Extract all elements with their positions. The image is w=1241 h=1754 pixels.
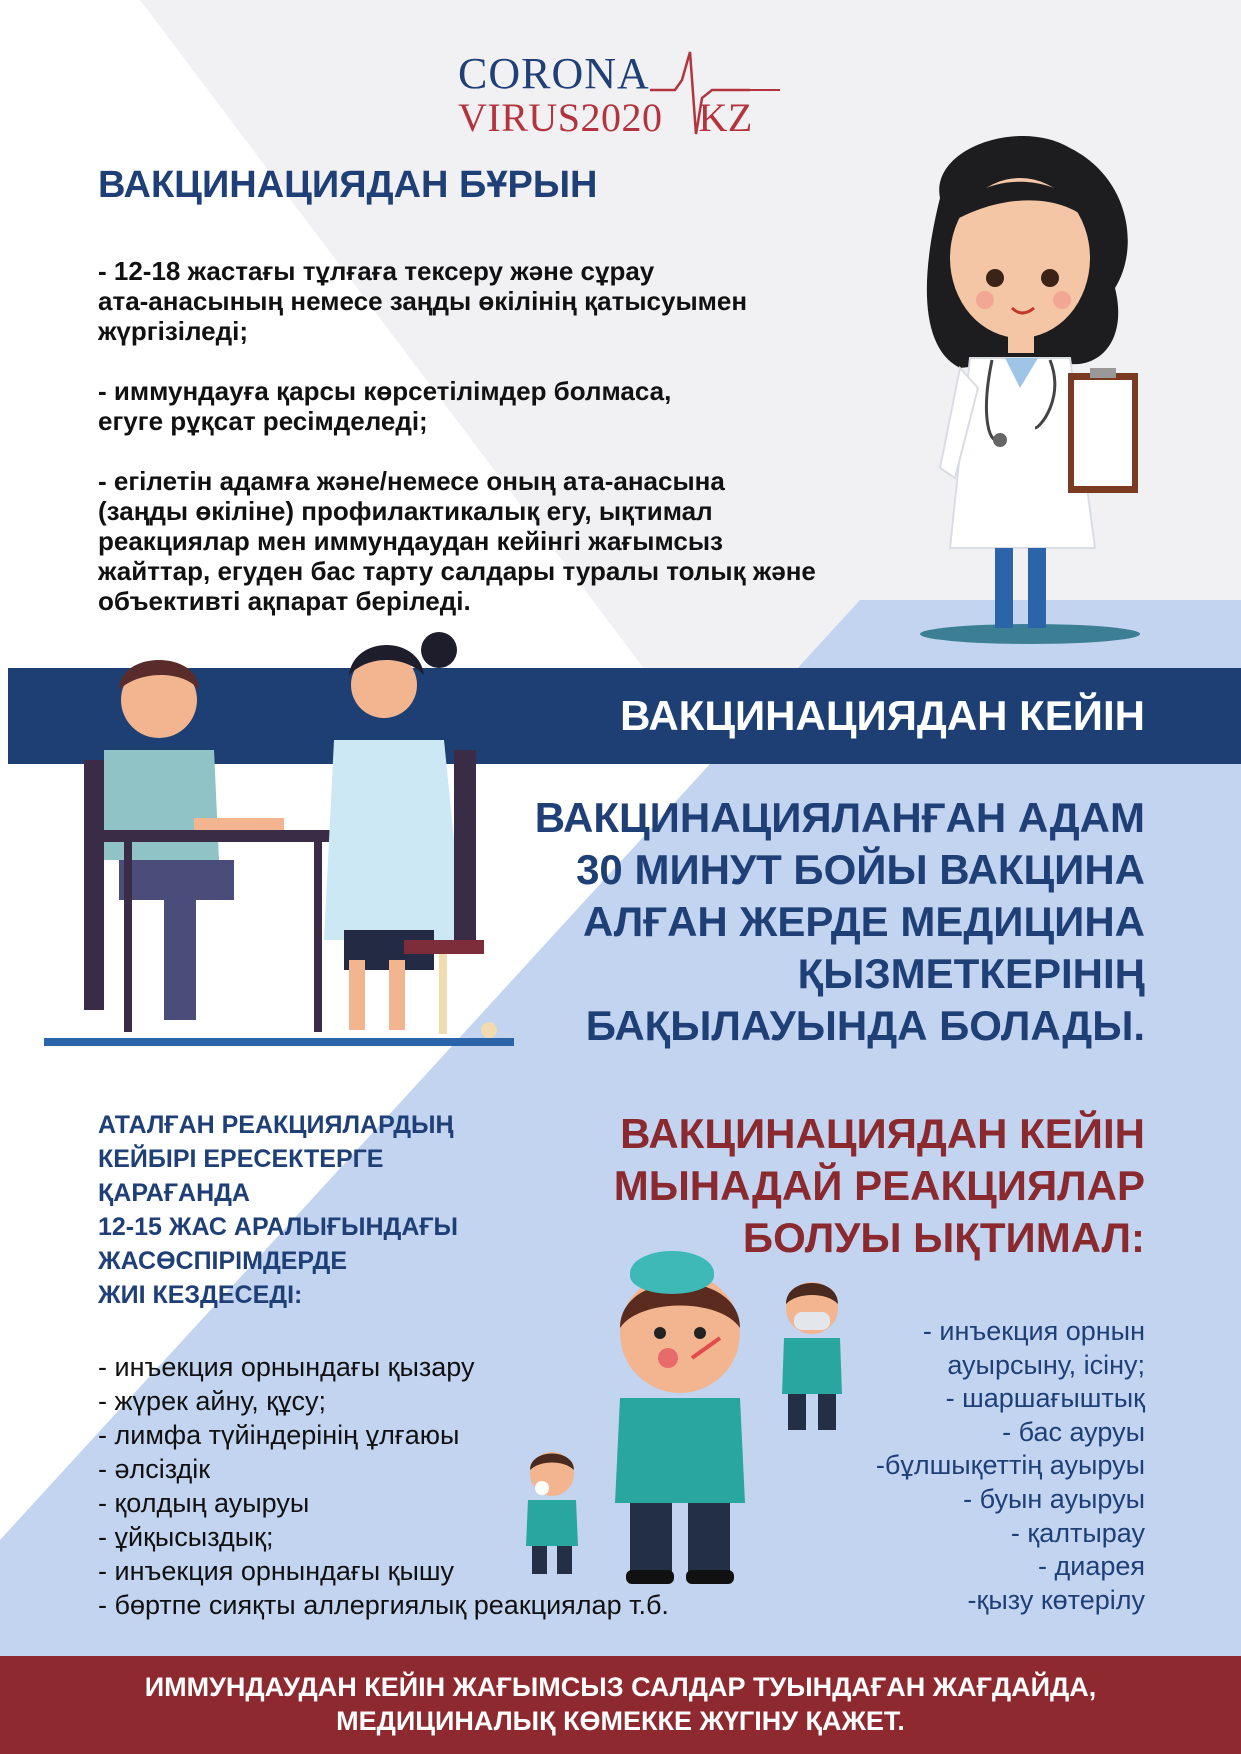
before-vaccination-text xyxy=(98,256,958,646)
masked-boy-illustration xyxy=(772,1276,852,1436)
list-item: - қолдың ауыруы xyxy=(98,1488,310,1518)
list-item: - инъекция орнындағы қышу xyxy=(98,1556,455,1586)
before-paragraph: - 12-18 жастағы тұлғаға тексеру және сұрау ата-анасының немесе заңды өкілінің қатысуымен жүргізіледі; xyxy=(98,256,748,346)
list-item: - қалтырау xyxy=(1010,1517,1145,1548)
list-item: - диарея xyxy=(1038,1551,1145,1582)
possible-reactions-title: ВАКЦИНАЦИЯДАН КЕЙІН МЫНАДАЙ РЕАКЦИЯЛАР БОЛУЫ ЫҚТИМАЛ: xyxy=(613,1110,1145,1261)
sick-boy-illustration xyxy=(600,1248,760,1588)
checkup-illustration xyxy=(44,630,514,1050)
list-item: - инъекция орнындағы қызару xyxy=(98,1352,475,1382)
adolescent-reactions-heading: АТАЛҒАН РЕАКЦИЯЛАРДЫҢ КЕЙБІРІ ЕРЕСЕКТЕРГЕ ҚАРАҒАНДА 12-15 ЖАС АРАЛЫҒЫНДАҒЫ ЖАСӨСПІРІМДЕРДЕ ЖИІ КЕЗДЕСЕДІ: xyxy=(98,1111,459,1309)
list-item: - лимфа түйіндерінің ұлғаюы xyxy=(98,1420,460,1450)
before-paragraph: - егілетін адамға және/немесе оның ата-анасына (заңды өкіліне) профилактикалық егу, ықтимал реакциялар мен иммундаудан кейінгі жағымсыз жайттар, егуден бас тарту салдары туралы толық және объективті ақпарат беріледі. xyxy=(98,466,816,616)
list-item: -бұлшықеттің ауыруы xyxy=(875,1450,1145,1481)
list-item: - әлсіздік xyxy=(98,1454,211,1484)
logo-virus-text: VIRUS2020 xyxy=(458,95,663,140)
ecg-pulse-icon xyxy=(450,48,790,138)
footer-warning-text: ИММУНДАУДАН КЕЙІН ЖАҒЫМСЫЗ САЛДАР ТУЫНДАҒАН ЖАҒДАЙДА, МЕДИЦИНАЛЫҚ КӨМЕККЕ ЖҮГІНУ ҚАЖЕТ. xyxy=(144,1672,1097,1736)
list-item: - бөртпе сияқты аллергиялық реакциялар т.б. xyxy=(98,1590,669,1620)
logo-corona-text: CORONA xyxy=(458,49,650,98)
logo-kz-text: KZ xyxy=(698,95,753,140)
list-item: -қызу көтерілу xyxy=(967,1584,1145,1615)
list-item: - ұйқысыздық; xyxy=(98,1522,274,1552)
after-vaccination-title: ВАКЦИНАЦИЯДАН КЕЙІН xyxy=(620,692,1145,739)
list-item: - инъекция орнын xyxy=(922,1316,1145,1346)
list-item: ауырсыну, ісіну; xyxy=(947,1349,1145,1380)
list-item: - жүрек айну, құсу; xyxy=(98,1386,327,1416)
sneezing-boy-illustration xyxy=(518,1448,586,1578)
doctor-illustration xyxy=(900,128,1160,648)
list-item: - шаршағыштық xyxy=(945,1383,1145,1414)
list-item: - бас ауруы xyxy=(1002,1416,1145,1447)
post-vaccination-observation-text: ВАКЦИНАЦИЯЛАНҒАН АДАМ 30 МИНУТ БОЙЫ ВАКЦИНА АЛҒАН ЖЕРДЕ МЕДИЦИНА ҚЫЗМЕТКЕРІНІҢ БАҚЫЛАУЫНДА БОЛАДЫ. xyxy=(534,794,1145,1049)
before-vaccination-title: ВАКЦИНАЦИЯДАН БҰРЫН xyxy=(98,164,598,206)
before-paragraph: - иммундауға қарсы көрсетілімдер болмаса, егуге рұқсат ресімделеді; xyxy=(98,376,672,436)
list-item: - буын ауыруы xyxy=(963,1483,1145,1514)
corona-logo xyxy=(450,48,790,138)
